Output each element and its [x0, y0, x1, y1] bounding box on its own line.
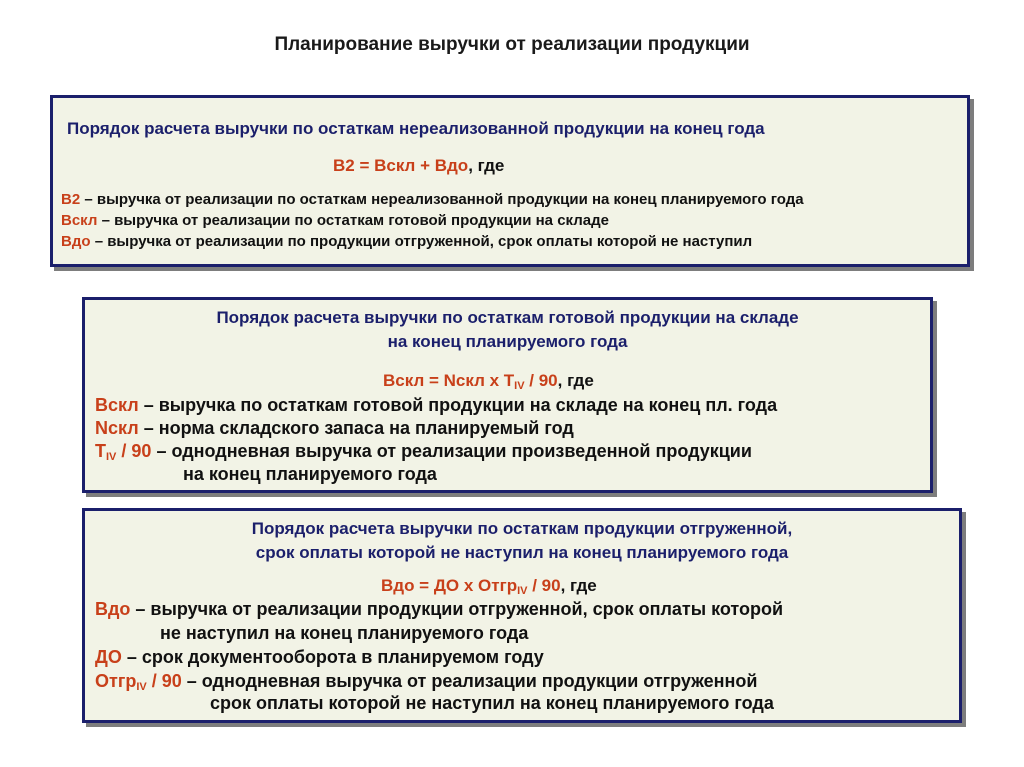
box2-def-2 [95, 418, 574, 439]
box3-heading-line1: Порядок расчета выручки по остаткам продукции отгруженной, [251, 519, 793, 538]
box2-def-3 [95, 441, 752, 463]
def-term: $Т_{IV} / 90$ [95, 441, 152, 463]
page-title: Планирование выручки от реализации продукции [274, 34, 750, 55]
def-text: – однодневная выручка от реализации продукции отгруженной [181, 671, 758, 691]
box3-formula-line [381, 576, 597, 597]
box2-formula-line [383, 371, 594, 392]
box3-def-2 [95, 647, 544, 668]
box3-formula: Вдо = ДО х Отгр$_{IV}$ / 90 [381, 576, 561, 597]
box1-def-1 [61, 191, 804, 208]
box3-def-1-cont: не наступил на конец планируемого года [160, 623, 529, 643]
box2-def-1 [95, 395, 777, 416]
box2-def-3-cont: на конец планируемого года [183, 464, 437, 484]
def-text: – однодневная выручка от реализации произведенной продукции [151, 441, 752, 461]
def-text: – выручка от реализации по продукции отгруженной, срок оплаты которой не наступил [90, 233, 753, 250]
box2-formula: Вскл = Nскл х $Т_{IV} / 90$ [383, 371, 558, 392]
box3-def-3-cont: срок оплаты которой не наступил на конец планируемого года [210, 693, 774, 713]
box2-formula-suffix: , где [557, 371, 594, 390]
def-text: – выручка от реализации продукции отгруженной, срок оплаты которой [130, 599, 784, 619]
box2-heading-line1: Порядок расчета выручки по остаткам готовой продукции на складе [216, 308, 799, 327]
def-text: – выручка от реализации по остаткам готовой продукции на складе [97, 212, 609, 229]
box1-formula: В2 = Вскл + Вдо [333, 156, 469, 175]
unsold-revenue-box [50, 95, 970, 267]
box1-formula-suffix: , где [468, 156, 505, 175]
box2-heading-line2: на конец планируемого года [387, 332, 628, 351]
box3-heading-line2: срок оплаты которой не наступил на конец планируемого года [255, 543, 789, 562]
def-text: – норма складского запаса на планируемый год [138, 418, 574, 438]
shipped-revenue-box [82, 508, 962, 723]
def-term: Nскл [95, 418, 139, 438]
box1-formula-line [333, 156, 504, 176]
def-text: – выручка от реализации по остаткам нереализованной продукции на конец планируемого года [80, 191, 804, 208]
def-term: Вскл [95, 395, 139, 415]
def-term: Вскл [61, 212, 98, 229]
def-term: В2 [61, 191, 81, 208]
def-term: Вдо [95, 599, 131, 619]
box1-heading: Порядок расчета выручки по остаткам нереализованной продукции на конец года [67, 119, 765, 138]
box3-def-1 [95, 599, 783, 620]
def-term: Вдо [61, 233, 91, 250]
box3-def-3 [95, 671, 758, 693]
warehouse-revenue-box [82, 297, 933, 493]
box1-def-2 [61, 212, 609, 229]
def-text: – срок документооборота в планируемом году [121, 647, 544, 667]
def-text: – выручка по остаткам готовой продукции на складе на конец пл. года [138, 395, 778, 415]
box1-def-3 [61, 233, 752, 250]
def-term: ДО [95, 647, 122, 667]
def-term: Отгр$_{IV}$ / 90 [95, 671, 182, 693]
box3-formula-suffix: , где [560, 576, 597, 595]
